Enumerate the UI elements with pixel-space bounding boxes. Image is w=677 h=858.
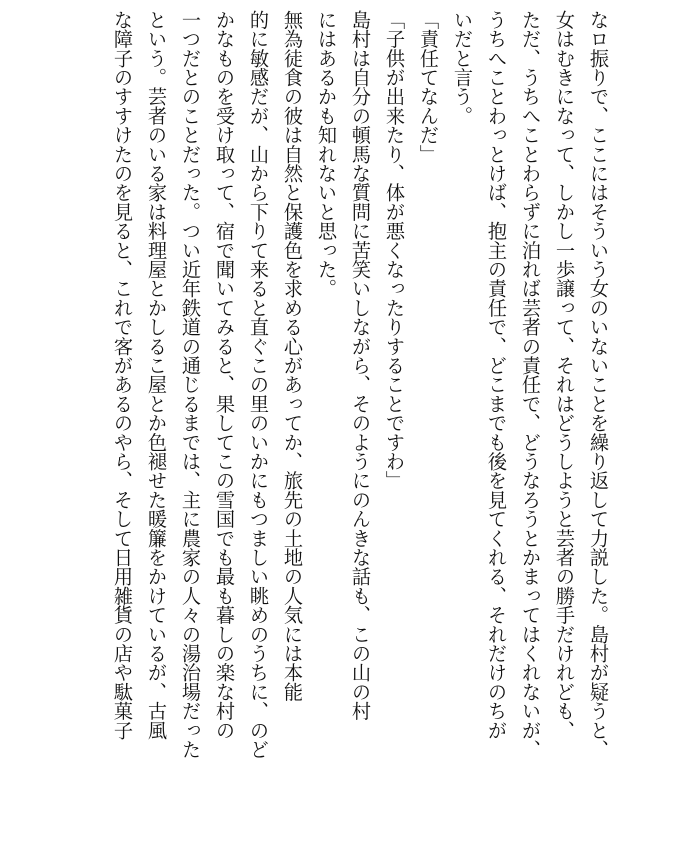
text-column: 一つだとのことだった。つい近年鉄道の通じるまでは、主に農家の人々の湯治場だった bbox=[179, 10, 202, 759]
text-column: な障子のすすけたのを見ると、これで客があるのやら、そして日用雑貨の店や駄菓子 bbox=[111, 10, 134, 740]
text-column: ただ、うちへことわらずに泊れば芸者の責任で、どうなろうとかまってはくれないが、 bbox=[519, 10, 542, 759]
text-column: 的に敏感だが、山から下りて来ると直ぐこの里のいかにもつましい眺めのうちに、のど bbox=[247, 10, 270, 759]
dialogue-column: 「子供が出来たり、体が悪くなったりすることですわ」 bbox=[383, 10, 406, 490]
text-column: いだと言う。 bbox=[451, 10, 474, 126]
text-column: にはあるかも知れないと思った。 bbox=[315, 10, 338, 298]
text-column: 女はむきになって、しかし一歩譲って、それはどうしようと芸者の勝手だけれども、 bbox=[553, 10, 576, 740]
dialogue-column: 「責任てなんだ」 bbox=[417, 10, 440, 164]
text-column: うちへことわっとけば、抱主の責任で、どこまでも後を見てくれる、それだけのちが bbox=[485, 10, 508, 740]
vertical-text-page bbox=[60, 10, 615, 800]
text-column: かなものを受け取って、宿で聞いてみると、果してこの雪国でも最も暮しの楽な村の bbox=[213, 10, 236, 740]
text-column: という。芸者のいる家は料理屋とかしるこ屋とか色褪せた暖簾をかけているが、古風 bbox=[145, 10, 168, 740]
text-column: 無為徒食の彼は自然と保護色を求める心があってか、旅先の土地の人気には本能 bbox=[281, 10, 304, 702]
text-column: なロ振りで、ここにはそういう女のいないことを繰り返して力説した。島村が疑うと、 bbox=[587, 10, 610, 759]
text-column: 島村は自分の頓馬な質問に苦笑いしながら、そのようにのんきな話も、この山の村 bbox=[349, 10, 372, 721]
